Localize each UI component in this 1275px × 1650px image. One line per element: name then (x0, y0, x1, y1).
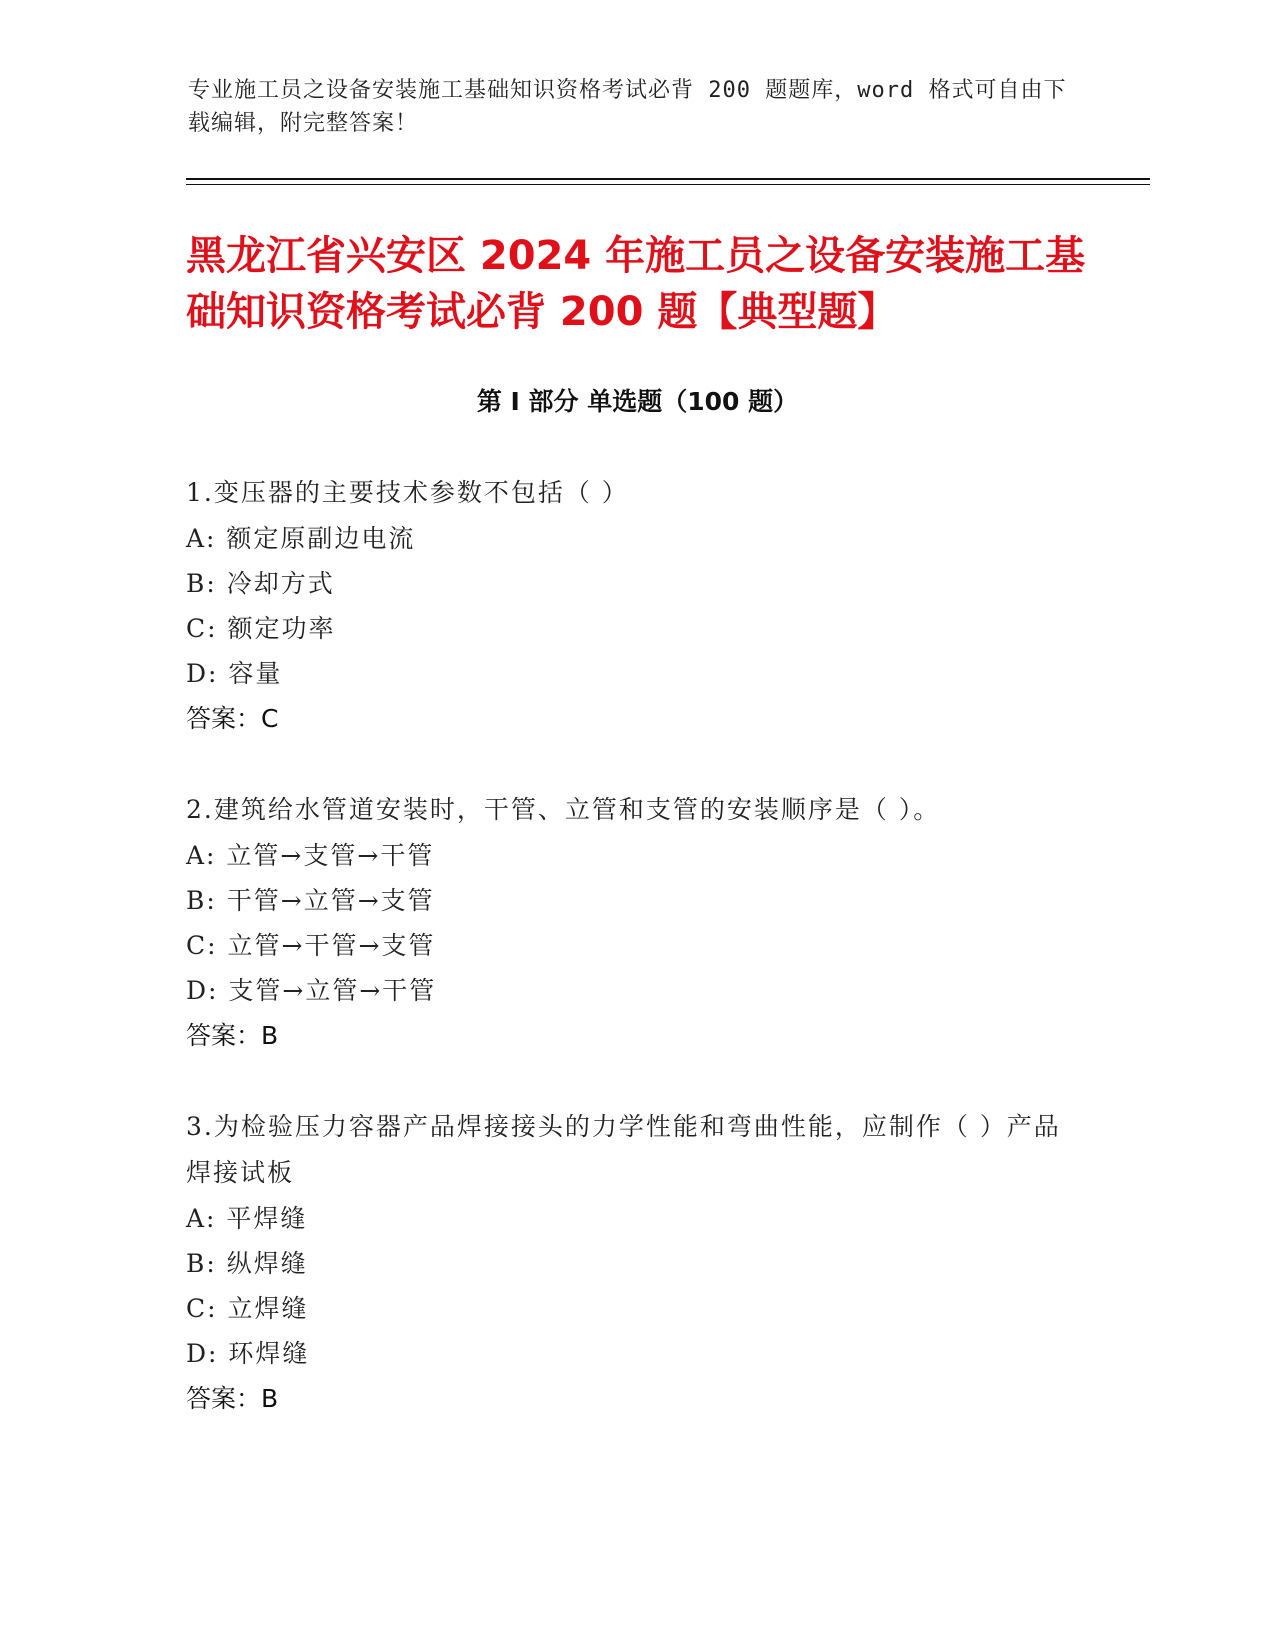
question-stem: 1.变压器的主要技术参数不包括（ ） (186, 478, 629, 507)
option-d: D: 容量 (186, 659, 283, 688)
question-stem: 2.建筑给水管道安装时，干管、立管和支管的安装顺序是（ ）。 (186, 795, 941, 824)
question-3 (186, 1104, 1086, 1421)
header-rule-thin (186, 184, 1150, 185)
header-rule-thick (186, 178, 1150, 180)
option-a: A: 平焊缝 (186, 1204, 308, 1233)
question-list (186, 470, 1086, 1467)
question-1 (186, 470, 1086, 741)
option-c: C: 立焊缝 (186, 1294, 309, 1323)
question-stem: 3.为检验压力容器产品焊接接头的力学性能和弯曲性能，应制作（ ）产品焊接试板 (186, 1112, 1061, 1187)
section-title: 第 I 部分 单选题（100 题） (476, 387, 799, 416)
question-2 (186, 787, 1086, 1058)
document-title: 黑龙江省兴安区 2024 年施工员之设备安装施工基础知识资格考试必背 200 题【典型题】 (186, 233, 1086, 335)
option-d: D: 支管→立管→干管 (186, 976, 437, 1005)
option-b: B: 冷却方式 (186, 569, 335, 598)
header-note: 专业施工员之设备安装施工基础知识资格考试必背 200 题题库，word 格式可自由下载编辑，附完整答案！ (188, 78, 1067, 136)
answer: 答案：C (186, 704, 279, 733)
option-a: A: 额定原副边电流 (186, 524, 416, 553)
option-b: B: 纵焊缝 (186, 1249, 308, 1278)
option-a: A: 立管→支管→干管 (186, 841, 435, 870)
option-c: C: 立管→干管→支管 (186, 931, 436, 960)
option-c: C: 额定功率 (186, 614, 336, 643)
option-d: D: 环焊缝 (186, 1339, 310, 1368)
option-b: B: 干管→立管→支管 (186, 886, 435, 915)
answer: 答案：B (186, 1384, 279, 1413)
answer: 答案：B (186, 1021, 279, 1050)
